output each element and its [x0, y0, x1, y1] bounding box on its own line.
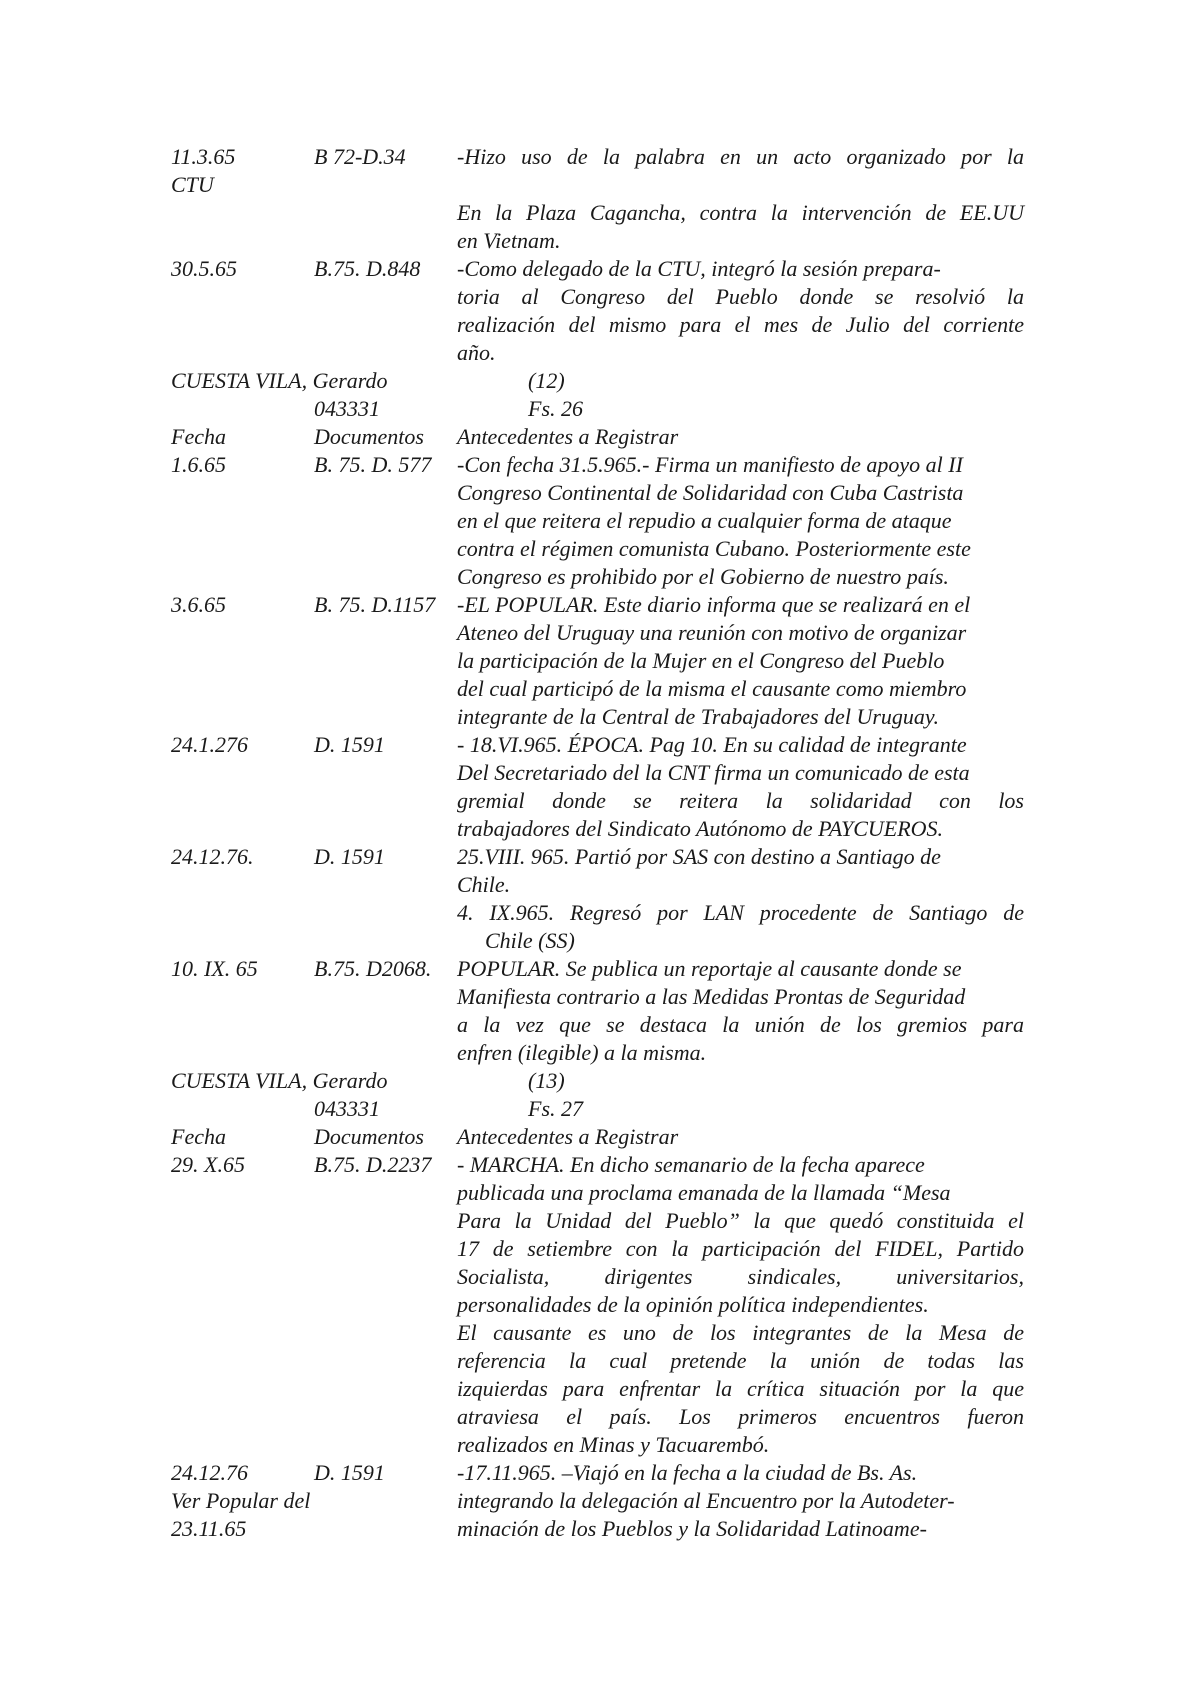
column-header-fecha: Fecha [171, 424, 226, 449]
entry-date: 24.12.76 Ver Popular del 23.11.65 [171, 1460, 311, 1541]
sheet-number: (12) [528, 368, 565, 393]
subject-name: CUESTA VILA, Gerardo [171, 1068, 388, 1093]
entry-document: B. 75. D. 577 [314, 452, 432, 477]
column-header-fecha: Fecha [171, 1124, 226, 1149]
entry-document: B.75. D.2237 [314, 1152, 432, 1177]
entry-text: -EL POPULAR. Este diario informa que se realizará en el Ateneo del Uruguay una reunión con motivo de organizar la participación de la Mujer en el Congreso del Pueblo del cual participó de la misma el causante como miembro integrante de la Central de Trabajadores del Uruguay. [457, 592, 971, 729]
entry-document: D. 1591 [314, 844, 385, 869]
entry-text: - MARCHA. En dicho semanario de la fecha aparece publicada una proclama emanada de la llamada “Mesa Para la Unidad del Pueblo” la que quedó constituida el 17 de setiembre con la participación del FIDEL, Partido Socialista, dirigentes sindicales, universitarios, personalidades de la opinión política independientes. El causante es uno de los integrantes de la Mesa de referencia la cual pretende la unión de todas las izquierdas para enfrentar la crítica situación por la que atraviesa el país. Los primeros encuentros fueron realizados en Minas y Tacuarembó. [457, 1152, 1024, 1457]
entry-text: - 18.VI.965. ÉPOCA. Pag 10. En su calidad de integrante Del Secretariado del la CNT firma un comunicado de esta gremial donde se reitera la solidaridad con los trabajadores del Sindicato Autónomo de PAYCUEROS. [457, 732, 1024, 841]
entry-text: -Hizo uso de la palabra en un acto organizado por la [457, 144, 1024, 169]
entry-document: D. 1591 [314, 732, 385, 757]
entry-document: D. 1591 [314, 1460, 385, 1485]
entry-document: B 72-D.34 [314, 144, 406, 169]
entry-text: 25.VIII. 965. Partió por SAS con destino a Santiago de Chile. 4. IX.965. Regresó por LAN procedente de Santiago de Chile (SS) [457, 844, 1024, 953]
folio-number: Fs. 26 [528, 396, 583, 421]
entry-date: 24.1.276 [171, 732, 248, 757]
entry-date: 1.6.65 [171, 452, 226, 477]
entry-text: POPULAR. Se publica un reportaje al causante donde se Manifiesta contrario a las Medidas Prontas de Seguridad a la vez que se destaca la unión de los gremios para enfren (ilegible) a la misma. [457, 956, 1024, 1065]
entry-text: -Con fecha 31.5.965.- Firma un manifiesto de apoyo al II Congreso Continental de Solidaridad con Cuba Castrista en el que reitera el repudio a cualquier forma de ataque contra el régimen comunista Cubano. Posteriormente este Congreso es prohibido por el Gobierno de nuestro país. [457, 452, 971, 589]
entry-date: 29. X.65 [171, 1152, 245, 1177]
entry-text-continued: En la Plaza Cagancha, contra la intervención de EE.UU en Vietnam. [457, 200, 1024, 253]
entry-date: 24.12.76. [171, 844, 254, 869]
subject-code: 043331 [314, 1096, 380, 1121]
entry-date: 30.5.65 [171, 256, 237, 281]
column-header-documentos: Documentos [314, 424, 424, 449]
subject-code: 043331 [314, 396, 380, 421]
column-header-antecedentes: Antecedentes a Registrar [457, 424, 679, 449]
entry-date: 3.6.65 [171, 592, 226, 617]
entry-document: B.75. D.848 [314, 256, 421, 281]
subject-name: CUESTA VILA, Gerardo [171, 368, 388, 393]
entry-document: B. 75. D.1157 [314, 592, 436, 617]
entry-document: B.75. D2068. [314, 956, 432, 981]
entry-text: -17.11.965. –Viajó en la fecha a la ciudad de Bs. As. integrando la delegación al Encuentro por la Autodeter- minación de los Pueblos y la Solidaridad Latinoame- [457, 1460, 955, 1541]
sheet-number: (13) [528, 1068, 565, 1093]
column-header-antecedentes: Antecedentes a Registrar [457, 1124, 679, 1149]
entry-date: 11.3.65 CTU [171, 144, 236, 197]
folio-number: Fs. 27 [528, 1096, 583, 1121]
column-header-documentos: Documentos [314, 1124, 424, 1149]
entry-date: 10. IX. 65 [171, 956, 258, 981]
entry-text: -Como delegado de la CTU, integró la sesión prepara- toria al Congreso del Pueblo donde se resolvió la realización del mismo para el mes de Julio del corriente año. [457, 256, 1024, 365]
